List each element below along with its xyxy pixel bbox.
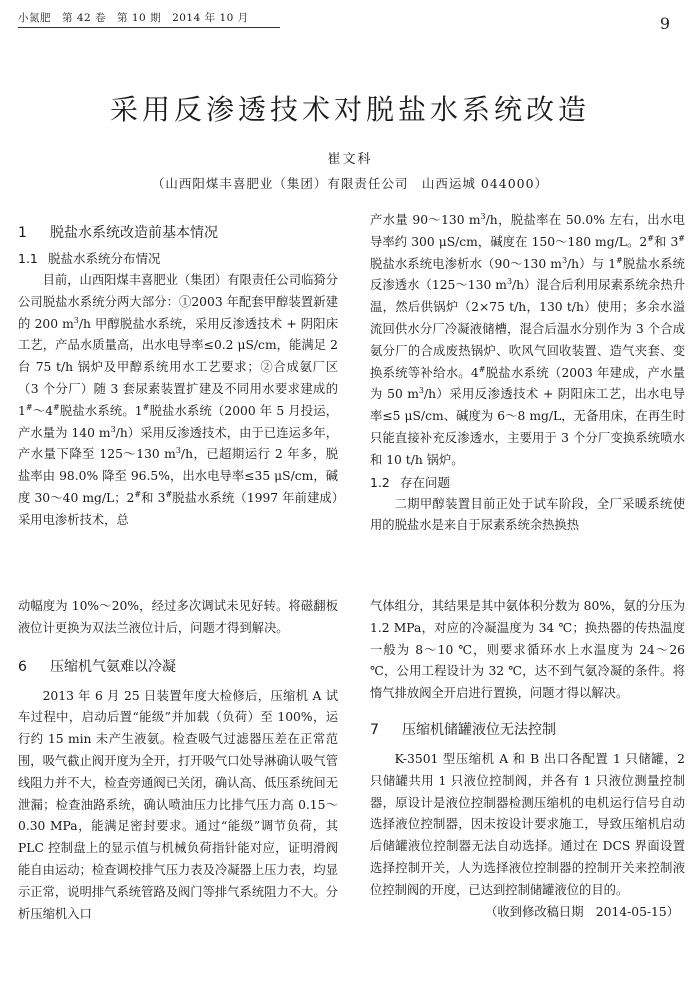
paragraph-7: K-3501 型压缩机 A 和 B 出口各配置 1 只储罐，2 只储罐共用 1 只液位控制阀，并各有 1 只液位测量控制器，原设计是液位控制器检测压缩机的电机运行信号自动选择液位控制器，因未按设计要求施工，导致压缩机启动后储罐液位控制器无法自动选择。通过在 DCS 界面设置选择控制开关，人为选择液位控制器的控制开关来控制液位控制阀的开度，已达到控制储罐液位的目的。 [370, 751, 685, 897]
paragraph-5-continued: 动幅度为 10%～20%，经过多次调试未见好转。将磁翻板液位计更换为双法兰液位计后，问题才得到解决。 [18, 599, 338, 635]
paragraph-6: 2013 年 6 月 25 日装置年度大检修后，压缩机 A 试车过程中，启动后置“能级”并加载（负荷）至 100%，运行约 15 min 未产生液氨。检查吸气过滤器压差在正常范围，吸气截止阀开度为全开，打开吸气口处导淋确认吸气管线阻力并不大，检查旁通阀已关闭，确认高、低压系统间无泄漏；检查油路系统，确认喷油压力比排气压力高 0.15～0.30 MPa，能满足密封要求。通过“能级”调节负荷，其 PLC 控制盘上的显示值与机械负荷指针能对应，证明滑阀能自由运动；检查调校排气压力表及冷凝器上压力表，均显示正常，说明排气系统管路及阀门等排气系统阻力不大。分析压缩机入口 [18, 688, 338, 921]
section-1-heading: 1 脱盐水系统改造前基本情况 [18, 225, 218, 241]
section-1-1-heading: 1.1 脱盐水系统分布情况 [18, 251, 161, 266]
right-column-top [370, 210, 685, 537]
section-7-heading: 7 压缩机储罐液位无法控制 [370, 721, 556, 738]
left-column-top [18, 218, 338, 532]
paragraph-1-2: 二期甲醇装置目前正处于试车阶段，全厂采暖系统使用的脱盐水是来自于尿素系统余热换热 [370, 496, 685, 533]
right-column-bottom [370, 596, 685, 923]
paragraph-1-1: 目前，山西阳煤丰喜肥业（集团）有限责任公司临猗分公司脱盐水系统分两大部分：①2003 年配套甲醇装置新建的 200 $m^3/h$ 甲醇脱盐水系统，采用反渗透技术 + 阴阳床工艺，产品水质量高，出水电导率≤0.2 μS/cm，能满足 2 台 75 t/h 锅炉及甲醇系统用水工艺要求；②合成氨厂区（3 个分厂）随 3 套尿素装置扩建及不同用水要求建成的 1#～4#脱盐水系统。1#脱盐水系统（2000 年 5 月投运，产水量为 140 $m^3/h$）采用反渗透技术，由于已连运多年，产水量下降至 125～130 $m^3/h$，已超期运行 2 年多，脱盐率由 98.0% 降至 96.5%，出水电导率≤35 μS/cm，碱度 30～40 mg/L；2#和 3#脱盐水系统（1997 年前建成）采用电渗析技术，总 [18, 273, 338, 527]
author-affiliation: （山西阳煤丰喜肥业（集团）有限责任公司 山西运城 044000） [151, 176, 549, 191]
article-title: 采用反渗透技术对脱盐水系统改造 [109, 93, 590, 126]
paragraph-1-1-continued: 产水量 90～130 $m^3/h$，脱盐率在 50.0% 左右，出水电导率约 300 μS/cm，碱度在 150～180 mg/L。2#和 3#脱盐水系统电渗析水（90～130 $m^3/h$）与 1#脱盐水系统反渗透水（125～130 $m^3/h$）混合后利用尿素系统余热升温，然后供锅炉（2×75 t/h，130 t/h）使用；多余水溢流回供水分厂冷凝液储槽，混合后温水分别作为 3 个合成氨分厂的合成废热锅炉、吹风气回收装置、造气夹套、变换系统等补给水。4#脱盐水系统（2003 年建成，产水量为 50 $m^3/h$）采用反渗透技术 + 阴阳床工艺，出水电导率≤5 μS/cm、碱度为 6～8 mg/L，无备用床，在再生时只能直接补充反渗透水，主要用于 3 个分厂变换系统喷水和 10 t/h 锅炉。 [370, 211, 685, 467]
paragraph-6-continued: 气体组分，其结果是其中氨体积分数为 80%，氨的分压为 1.2 MPa，对应的冷凝温度为 34 ℃；换热器的传热温度一般为 8～10 ℃，则要求循环水上水温度为 24～26 ℃，公用工程设计为 32 ℃，达不到气氨冷凝的条件。将惰气排放阀全开启进行置换，问题才得以解决。 [370, 599, 685, 701]
received-date: （收到修改稿日期 2014-05-15） [485, 904, 679, 919]
page-number: 9 [659, 14, 670, 33]
section-1-2-heading: 1.2 存在问题 [370, 474, 451, 490]
article-author: 崔文科 [327, 152, 373, 167]
running-head: 小氮肥 第 42 卷 第 10 期 2014 年 10 月 [18, 10, 280, 28]
section-6-heading: 6 压缩机气氨难以冷凝 [18, 658, 176, 675]
left-column-bottom [18, 596, 338, 925]
